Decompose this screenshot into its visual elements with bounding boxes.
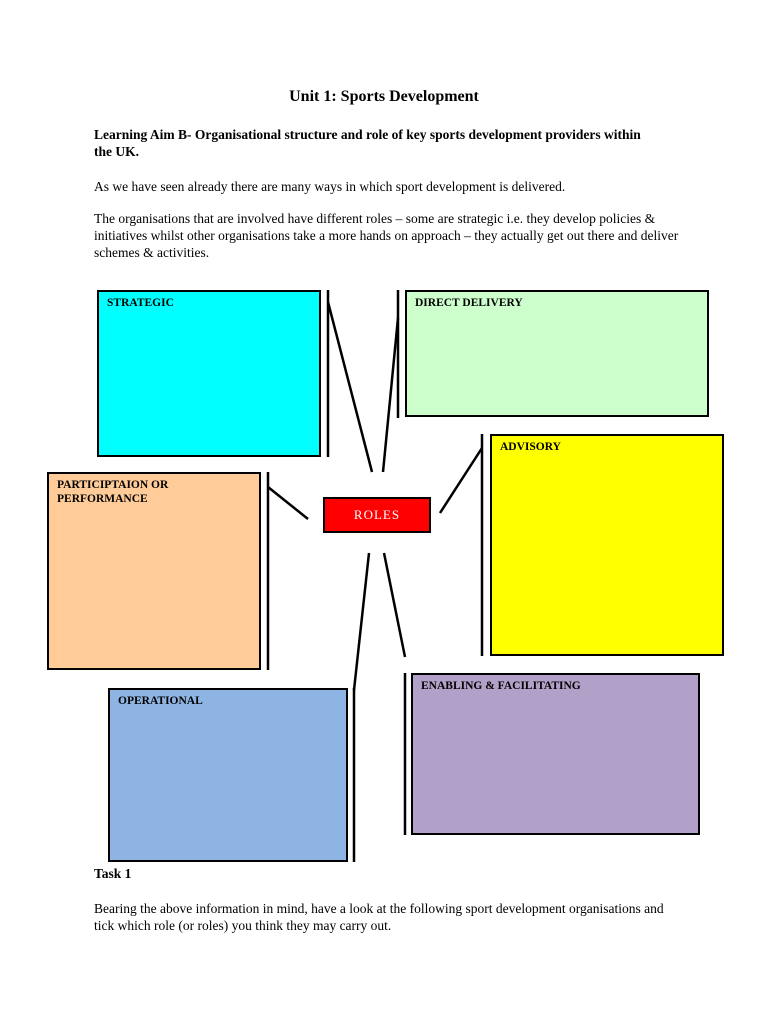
direct-delivery-label: DIRECT DELIVERY [415,297,523,309]
spoke-advisory [440,448,482,513]
participation-label: PARTICIPTAION OR PERFORMANCE [57,479,169,505]
spoke-direct [383,318,398,472]
enabling-facilitating-label: ENABLING & FACILITATING [421,680,581,692]
spoke-operational [354,553,369,690]
intro-paragraph: As we have seen already there are many ways in which sport development is delivered. [94,179,566,194]
roles-paragraph: The organisations that are involved have different roles – some are strategic i.e. they develop policies & initiatives whilst other organisations take a more hands on approach – they actually get out there and deliver schemes & activities. [94,211,679,260]
spoke-strategic [328,302,372,472]
advisory-label: ADVISORY [500,441,561,453]
strategic-label: STRATEGIC [107,297,174,309]
operational-label: OPERATIONAL [118,695,203,707]
spoke-enabling [384,553,405,657]
task-instructions: Bearing the above information in mind, have a look at the following sport development organisations and tick which role (or roles) you think they may carry out. [94,901,664,933]
spoke-participation [268,487,308,519]
roles-center-box: ROLES [323,497,431,533]
page-title: Unit 1: Sports Development [289,88,479,105]
learning-aim-heading: Learning Aim B- Organisational structure and role of key sports development providers within the UK. [94,127,641,159]
task-heading: Task 1 [94,866,132,881]
